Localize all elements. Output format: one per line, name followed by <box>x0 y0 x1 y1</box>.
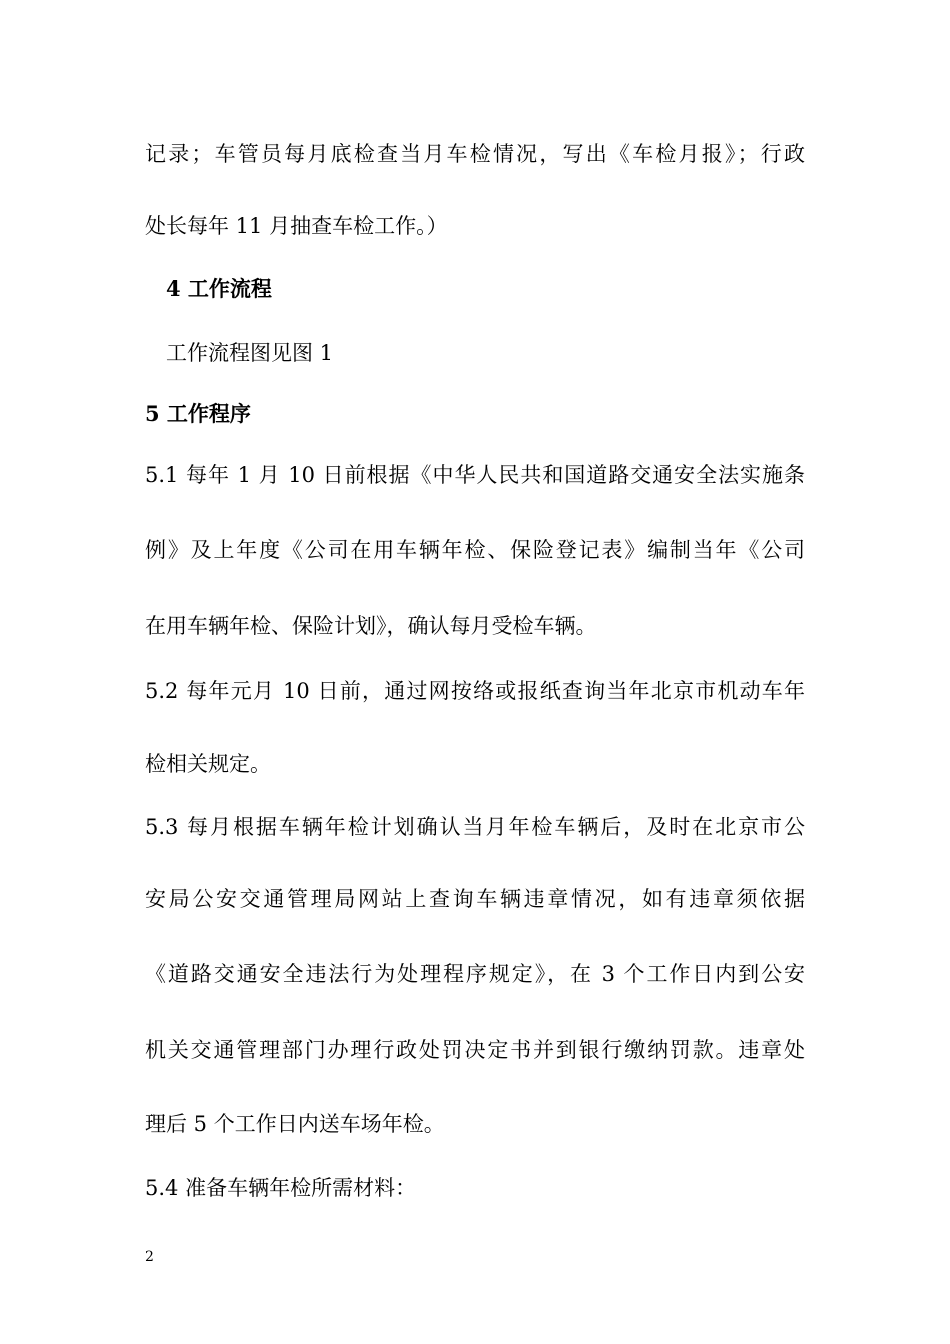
paragraph-line: 理后 5 个工作日内送车场年检。 <box>145 1112 445 1136</box>
paragraph-line: 例》及上年度《公司在用车辆年检、保险登记表》编制当年《公司 <box>145 538 805 562</box>
paragraph-line: 检相关规定。 <box>145 752 271 776</box>
paragraph-line: 处长每年 11 月抽查车检工作。） <box>145 214 448 238</box>
section-heading: 5 工作程序 <box>145 401 251 426</box>
paragraph-line: 5.3 每月根据车辆年检计划确认当月年检车辆后，及时在北京市公 <box>145 815 805 839</box>
paragraph-line: 安局公安交通管理局网站上查询车辆违章情况，如有违章须依据 <box>145 887 805 911</box>
paragraph-line: 工作流程图见图 1 <box>166 341 334 365</box>
paragraph-line: 5.4 准备车辆年检所需材料： <box>145 1176 417 1200</box>
paragraph-line: 《道路交通安全违法行为处理程序规定》，在 3 个工作日内到公安 <box>145 962 805 986</box>
section-heading: 4 工作流程 <box>166 276 272 301</box>
paragraph-line: 记录；车管员每月底检查当月车检情况，写出《车检月报》；行政 <box>145 142 805 166</box>
paragraph-line: 5.2 每年元月 10 日前，通过网按络或报纸查询当年北京市机动车年 <box>145 679 805 703</box>
paragraph-line: 机关交通管理部门办理行政处罚决定书并到银行缴纳罚款。违章处 <box>145 1038 805 1062</box>
page-number: 2 <box>145 1249 154 1265</box>
paragraph-line: 5.1 每年 1 月 10 日前根据《中华人民共和国道路交通安全法实施条 <box>145 463 805 487</box>
paragraph-line: 在用车辆年检、保险计划》，确认每月受检车辆。 <box>145 614 597 638</box>
